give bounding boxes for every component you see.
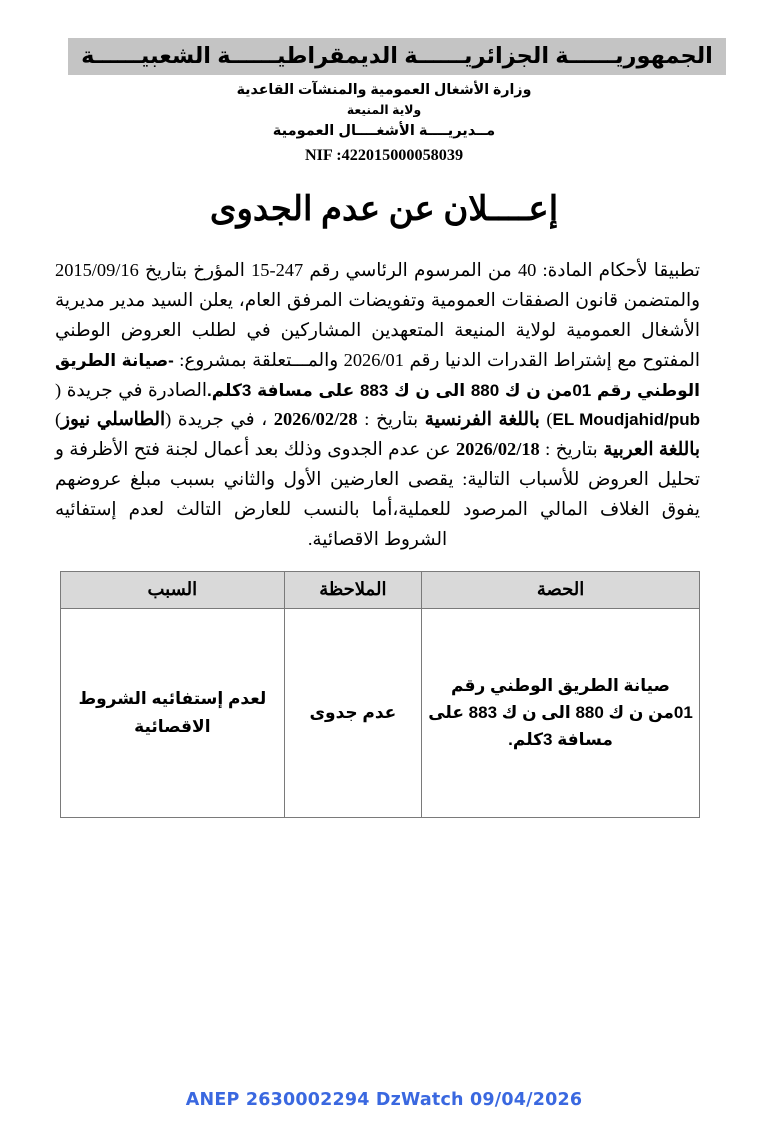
direction-line: مــديريــــة الأشغــــال العمومية [272, 123, 496, 140]
results-table [60, 571, 700, 818]
body-segment-2: الصادرة في جريدة ( [55, 379, 207, 400]
body-segment-11: باللغة العربية [603, 439, 700, 460]
page-title: إعــــلان عن عدم الجدوى [209, 190, 559, 228]
wilaya-line: ولاية المنيعة [346, 102, 422, 117]
table-head [61, 571, 700, 608]
nif-line: NIF :422015000058039 [304, 145, 464, 164]
body-segment-6: بتاريخ : [357, 409, 425, 430]
column-header-lot: الحصة [422, 571, 700, 608]
cell-lot: صيانة الطريق الوطني رقم 01من ن ك 880 الى ن ك 883 على مسافة 3كلم. [422, 608, 700, 817]
body-segment-4: ) [539, 409, 553, 430]
body-segment-7: 2026/02/28 [273, 409, 358, 430]
table-body [61, 608, 700, 817]
column-header-reason: السبب [61, 571, 285, 608]
table-header-row [61, 571, 700, 608]
body-segment-10: ) [55, 409, 62, 430]
anep-reference: ANEP 2630002294 DzWatch 09/04/2026 [185, 1090, 583, 1110]
column-header-note: الملاحظة [284, 571, 421, 608]
table-row [61, 608, 700, 817]
cell-note: عدم جدوى [284, 608, 421, 817]
cell-reason: لعدم إستفائيه الشروط الاقصائية [61, 608, 285, 817]
body-segment-1: -صيانة الطريق الوطني رقم 01من ن ك 880 الى ن ك 883 على مسافة 3كلم. [55, 350, 700, 400]
body-segment-12: بتاريخ : [539, 439, 604, 460]
body-segment-0: تطبيقا لأحكام المادة: 40 من المرسوم الرئاسي رقم 247-15 المؤرخ بتاريخ 2015/09/16 والمتضمن قانون الصفقات العمومية وتفويضات المرفق العام، يعلن السيد مدير مديرية الأشغال العمومية لولاية المنيعة المتعهدين المشاركين في لطلب العروض الوطني المفتوح مع إشتراط القدرات الدنيا رقم 2026/01 والمـــتعلقة بمشروع: [55, 260, 701, 370]
body-segment-3: EL Moudjahid/pub [552, 410, 700, 430]
body-segment-14: عن عدم الجدوى وذلك بعد أعمال لجنة فتح الأظرفة و تحليل العروض للأسباب التالية: يقصى العارضين الأول والثاني بسبب مبلغ عروضهم يفوق الغلاف المالي المرصود للعملية،أما بالنسب للعارض التالث لعدم إستفائيه الشروط الاقصائية. [55, 439, 700, 549]
body-segment-13: 2026/02/18 [455, 439, 540, 460]
document-header [0, 0, 768, 166]
body-segment-8: ، في جريدة ( [165, 409, 274, 430]
body-segment-9: الطاسلي نيوز [61, 409, 166, 430]
body-paragraph [55, 256, 700, 554]
republic-banner: الجمهوريــــــة الجزائريــــــة الديمقراطيــــــة الشعبيــــــة [68, 38, 726, 75]
body-segment-5: باللغة الفرنسية [424, 409, 540, 430]
ministry-line: وزارة الأشغال العمومية والمنشآت القاعدية [236, 82, 532, 99]
